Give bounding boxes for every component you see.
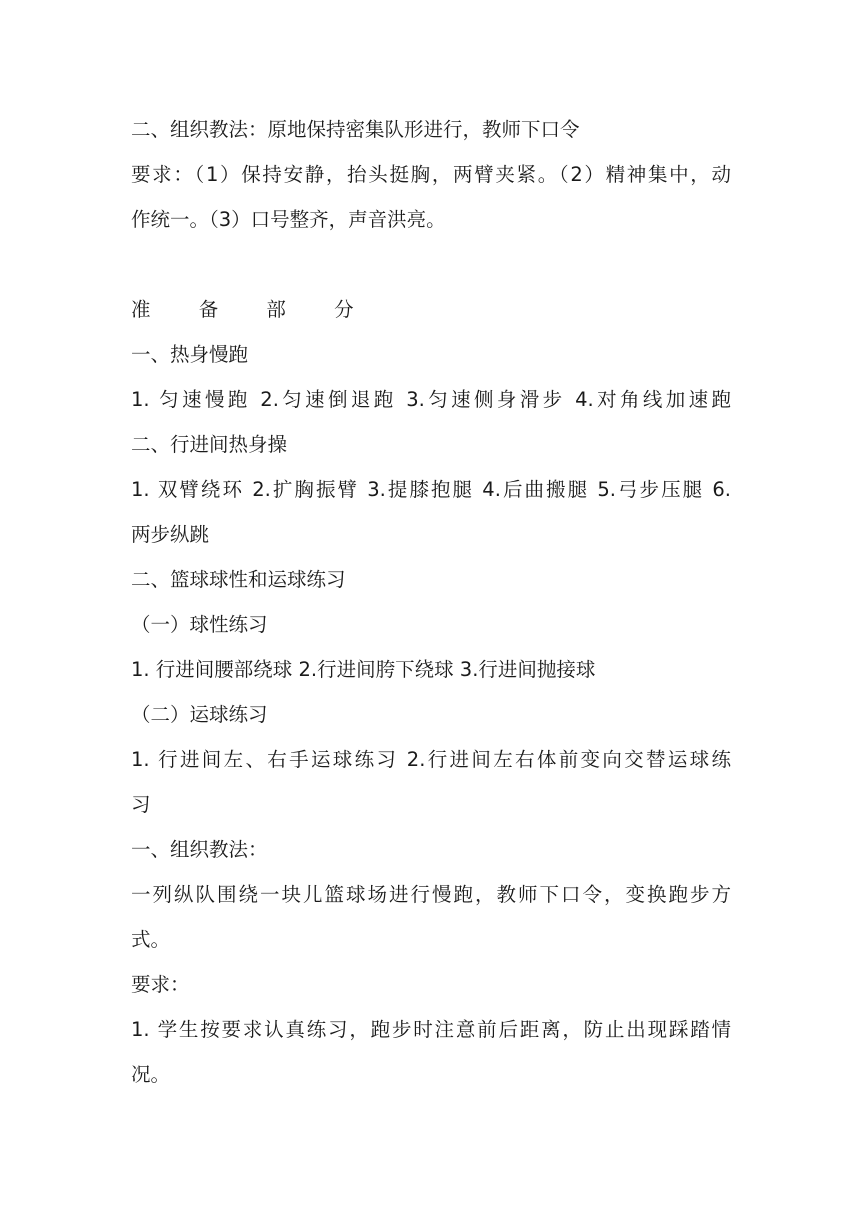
paragraph-line: （二）运球练习 xyxy=(131,703,268,726)
paragraph-line: 要求： xyxy=(131,973,190,996)
paragraph-line: 习 xyxy=(131,793,151,816)
paragraph-line: 一、组织教法： xyxy=(131,838,268,861)
paragraph-line: 作统一。（3）口号整齐，声音洪亮。 xyxy=(131,208,446,231)
blank-line xyxy=(131,242,731,287)
paragraph-line: 1. 双臂绕环 2.扩胸振臂 3.提膝抱腿 4.后曲搬腿 5.弓步压腿 6. xyxy=(131,478,731,501)
paragraph-line: 1. 行进间左、右手运球练习 2.行进间左右体前变向交替运球练 xyxy=(131,748,731,771)
paragraph-line: 况。 xyxy=(131,1063,171,1086)
document-body xyxy=(131,107,731,1097)
section-heading: 准 备 部 分 xyxy=(131,298,375,321)
paragraph-line: 一、热身慢跑 xyxy=(131,343,249,366)
paragraph-line: 二、组织教法：原地保持密集队形进行，教师下口令 xyxy=(131,118,580,141)
paragraph-line: 式。 xyxy=(131,928,171,951)
paragraph-line: 要求：（1）保持安静，抬头挺胸，两臂夹紧。（2）精神集中，动 xyxy=(131,163,731,186)
paragraph-line: 二、行进间热身操 xyxy=(131,433,288,456)
paragraph-line: 1. 行进间腰部绕球 2.行进间胯下绕球 3.行进间抛接球 xyxy=(131,658,596,681)
paragraph-line: 1. 学生按要求认真练习，跑步时注意前后距离，防止出现踩踏情 xyxy=(131,1018,731,1041)
paragraph-line: 二、篮球球性和运球练习 xyxy=(131,568,346,591)
paragraph-line: 一列纵队围绕一块儿篮球场进行慢跑，教师下口令，变换跑步方 xyxy=(131,883,731,906)
paragraph-line: （一）球性练习 xyxy=(131,613,268,636)
paragraph-line: 两步纵跳 xyxy=(131,523,210,546)
paragraph-line: 1. 匀速慢跑 2.匀速倒退跑 3.匀速侧身滑步 4.对角线加速跑 xyxy=(131,388,731,411)
